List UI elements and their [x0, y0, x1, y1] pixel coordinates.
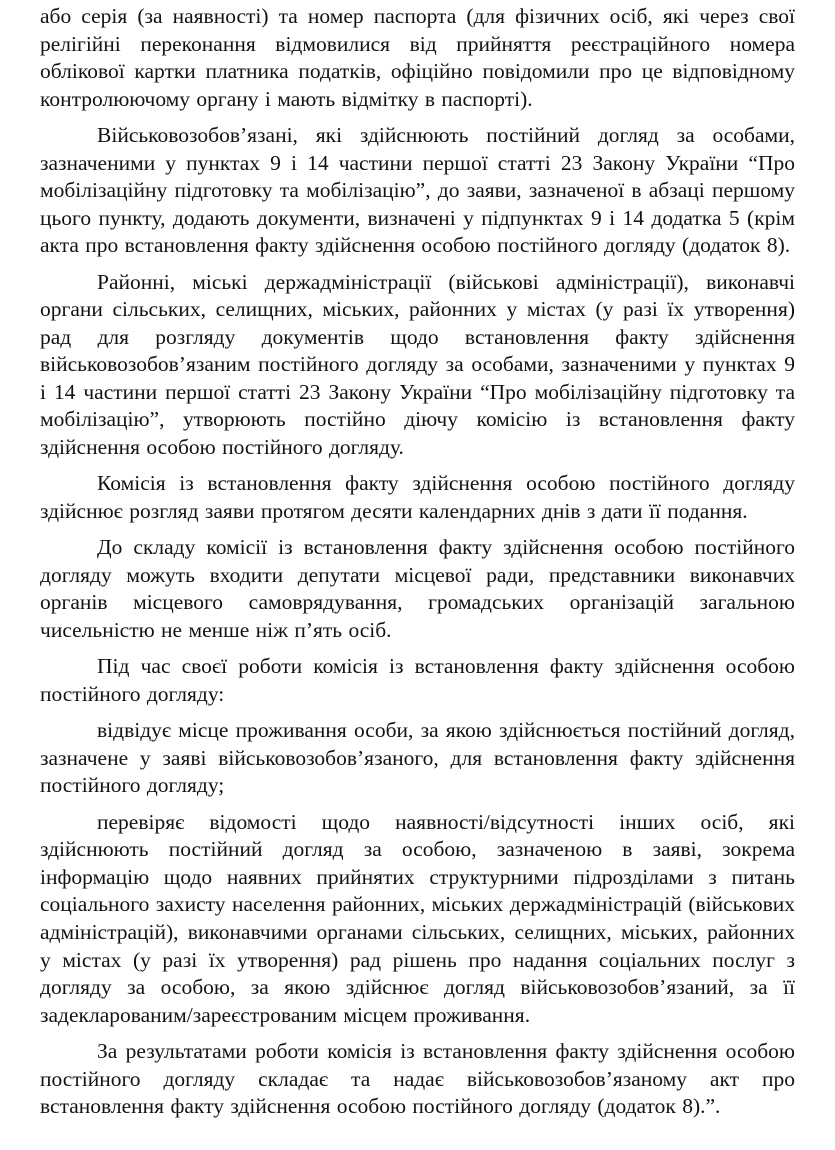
paragraph-1: або серія (за наявності) та номер паспорта (для фізичних осіб, які через свої релігійні переконання відмовилися від прийняття реєстраційного номера облікової картки платника податків, офіційно повідомили про це відповідному контролюючому органу і мають відмітку в паспорті). — [40, 4, 795, 111]
paragraph-7: відвідує місце проживання особи, за якою здійснюється постійний догляд, зазначене у заяві військовозобов’язаного, для встановлення факту здійснення постійного догляду; — [40, 718, 795, 798]
paragraph-6: Під час своєї роботи комісія із встановлення факту здійснення особою постійного догляду: — [40, 654, 795, 706]
paragraph-4: Комісія із встановлення факту здійснення особою постійного догляду здійснює розгляд заяви протягом десяти календарних днів з дати її подання. — [40, 471, 795, 523]
paragraph-2: Військовозобов’язані, які здійснюють постійний догляд за особами, зазначеними у пунктах 9 і 14 частини першої статті 23 Закону України “Про мобілізаційну підготовку та мобілізацію”, до заяви, зазначеної в абзаці першому цього пункту, додають документи, визначені у підпунктах 9 і 14 додатка 5 (крім акта про встановлення факту здійснення особою постійного догляду (додаток 8). — [40, 123, 795, 258]
paragraph-8: перевіряє відомості щодо наявності/відсутності інших осіб, які здійснюють постійний догляд за особою, зазначеною в заяві, зокрема інформацію щодо наявних прийнятих структурними підрозділами з питань соціального захисту населення районних, міських держадміністрацій (військових адміністрацій), виконавчими органами сільських, селищних, міських, районних у містах (у разі їх утворення) рад рішень про надання соціальних послуг з догляду за особою, за якою здійснює догляд військовозобов’язаний, за її задекларованим/зареєстрованим місцем проживання. — [40, 809, 795, 1027]
paragraph-3: Районні, міські держадміністрації (військові адміністрації), виконавчі органи сільських, селищних, міських, районних у містах (у разі їх утворення) рад для розгляду документів щодо встановлення факту здійснення військовозобов’язаним постійного догляду за особами, зазначеними у пунктах 9 і 14 частини першої статті 23 Закону України “Про мобілізаційну підготовку та мобілізацію”, утворюють постійно діючу комісію із встановлення факту здійснення особою постійного догляду. — [40, 269, 795, 459]
paragraph-9: За результатами роботи комісія із встановлення факту здійснення особою постійного догляду складає та надає військовозобов’язаному акт про встановлення факту здійснення особою постійного догляду (додаток 8).”. — [40, 1039, 795, 1119]
paragraph-5: До складу комісії із встановлення факту здійснення особою постійного догляду можуть входити депутати місцевої ради, представники виконавчих органів місцевого самоврядування, громадських організацій загальною чисельністю не менше ніж п’ять осіб. — [40, 535, 795, 642]
